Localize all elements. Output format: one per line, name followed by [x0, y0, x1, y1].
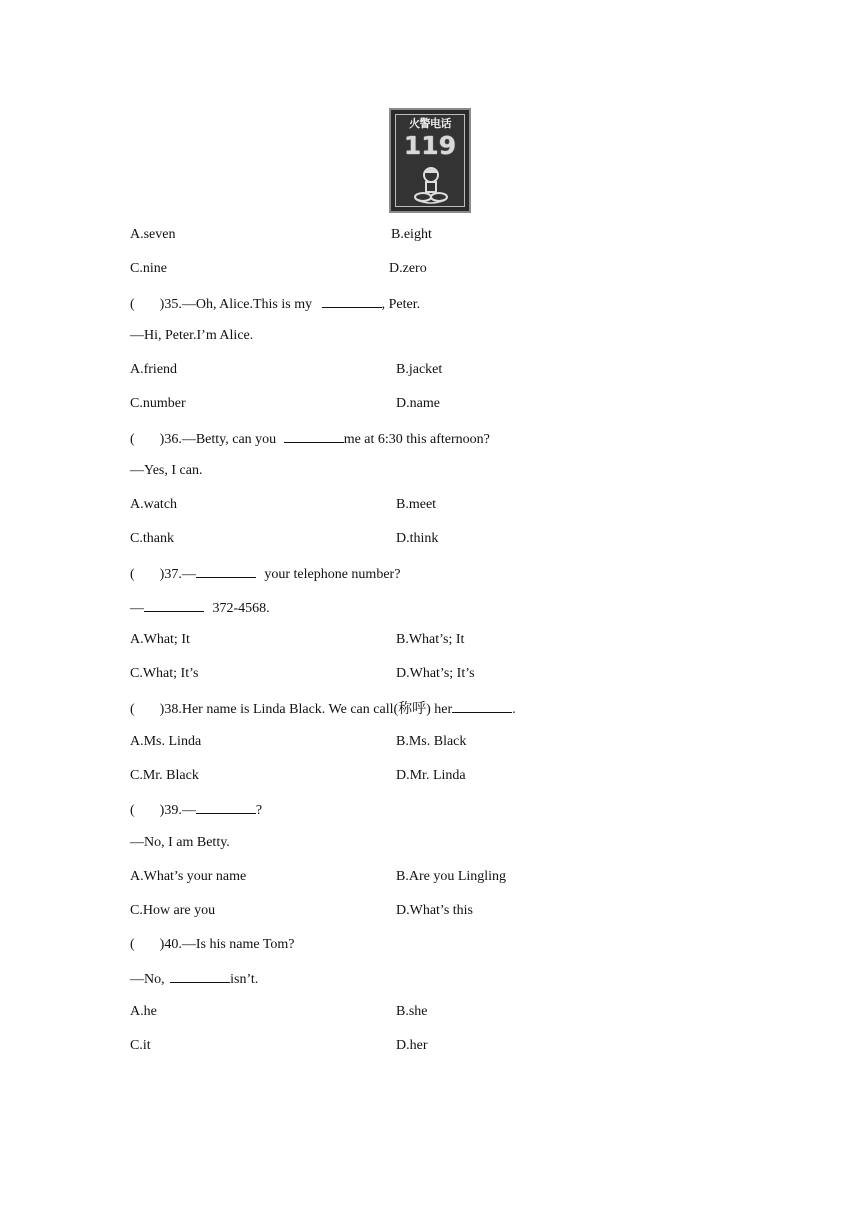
q34-option-c: C.nine: [130, 261, 167, 276]
answer-paren: (: [130, 803, 135, 818]
q36-option-c: C.thank: [130, 531, 174, 546]
q40-stem: ( )40.—Is his name Tom?: [130, 937, 295, 952]
q36-option-a: A.watch: [130, 497, 178, 512]
answer-blank: [452, 699, 512, 713]
q37-option-b: B.What’s; It: [396, 632, 465, 647]
q34-option-b: B.eight: [391, 227, 432, 242]
answer-blank: [322, 294, 382, 308]
q35-option-b: B.jacket: [396, 362, 443, 377]
q40-reply: —No, isn’t.: [130, 969, 258, 987]
q37-reply: — 372-4568.: [130, 598, 270, 616]
q34-option-a: A.seven: [130, 227, 176, 242]
q35-option-a: A.friend: [130, 362, 178, 377]
q39-option-b: B.Are you Lingling: [396, 869, 507, 884]
answer-paren: (: [130, 567, 135, 582]
q35-stem: ( )35.—Oh, Alice.This is my , Peter.: [130, 294, 420, 312]
q34-option-d: D.zero: [389, 261, 427, 276]
q38-option-c: C.Mr. Black: [130, 768, 199, 783]
q38-option-d: D.Mr. Linda: [396, 768, 466, 783]
q36-option-d: D.think: [396, 531, 439, 546]
q37-option-a: A.What; It: [130, 632, 190, 647]
q37-stem: ( )37.— your telephone number?: [130, 564, 400, 582]
q36-option-b: B.meet: [396, 497, 437, 512]
q39-option-d: D.What’s this: [396, 903, 473, 918]
q38-stem: ( )38.Her name is Linda Black. We can call(称呼) her .: [130, 699, 516, 717]
answer-blank: [196, 564, 256, 578]
q39-reply: —No, I am Betty.: [130, 835, 230, 850]
q39-stem: ( )39.— ?: [130, 800, 262, 818]
q40-option-a: A.he: [130, 1004, 157, 1019]
q35-option-d: D.name: [396, 396, 440, 411]
poster-caption: 火警电话: [409, 117, 451, 130]
answer-paren: (: [130, 432, 135, 447]
q40-option-c: C.it: [130, 1038, 151, 1053]
q40-option-b: B.she: [396, 1004, 428, 1019]
q36-stem: ( )36.—Betty, can you me at 6:30 this afternoon?: [130, 429, 490, 447]
fire-alarm-poster: [389, 108, 471, 213]
q37-option-c: C.What; It’s: [130, 666, 199, 681]
q35-reply: —Hi, Peter.I’m Alice.: [130, 328, 254, 343]
q38-option-a: A.Ms. Linda: [130, 734, 202, 749]
answer-blank: [144, 598, 204, 612]
q38-option-b: B.Ms. Black: [396, 734, 467, 749]
q39-option-c: C.How are you: [130, 903, 216, 918]
firefighter-figure-icon: [413, 164, 449, 204]
poster-number: 119: [403, 131, 457, 160]
answer-blank: [284, 429, 344, 443]
q36-reply: —Yes, I can.: [130, 463, 203, 478]
q37-option-d: D.What’s; It’s: [396, 666, 475, 681]
q35-option-c: C.number: [130, 396, 186, 411]
answer-blank: [170, 969, 230, 983]
answer-blank: [196, 800, 256, 814]
answer-paren: (: [130, 702, 135, 717]
answer-paren: (: [130, 297, 135, 312]
q40-option-d: D.her: [396, 1038, 428, 1053]
q39-option-a: A.What’s your name: [130, 869, 247, 884]
answer-paren: (: [130, 937, 135, 952]
